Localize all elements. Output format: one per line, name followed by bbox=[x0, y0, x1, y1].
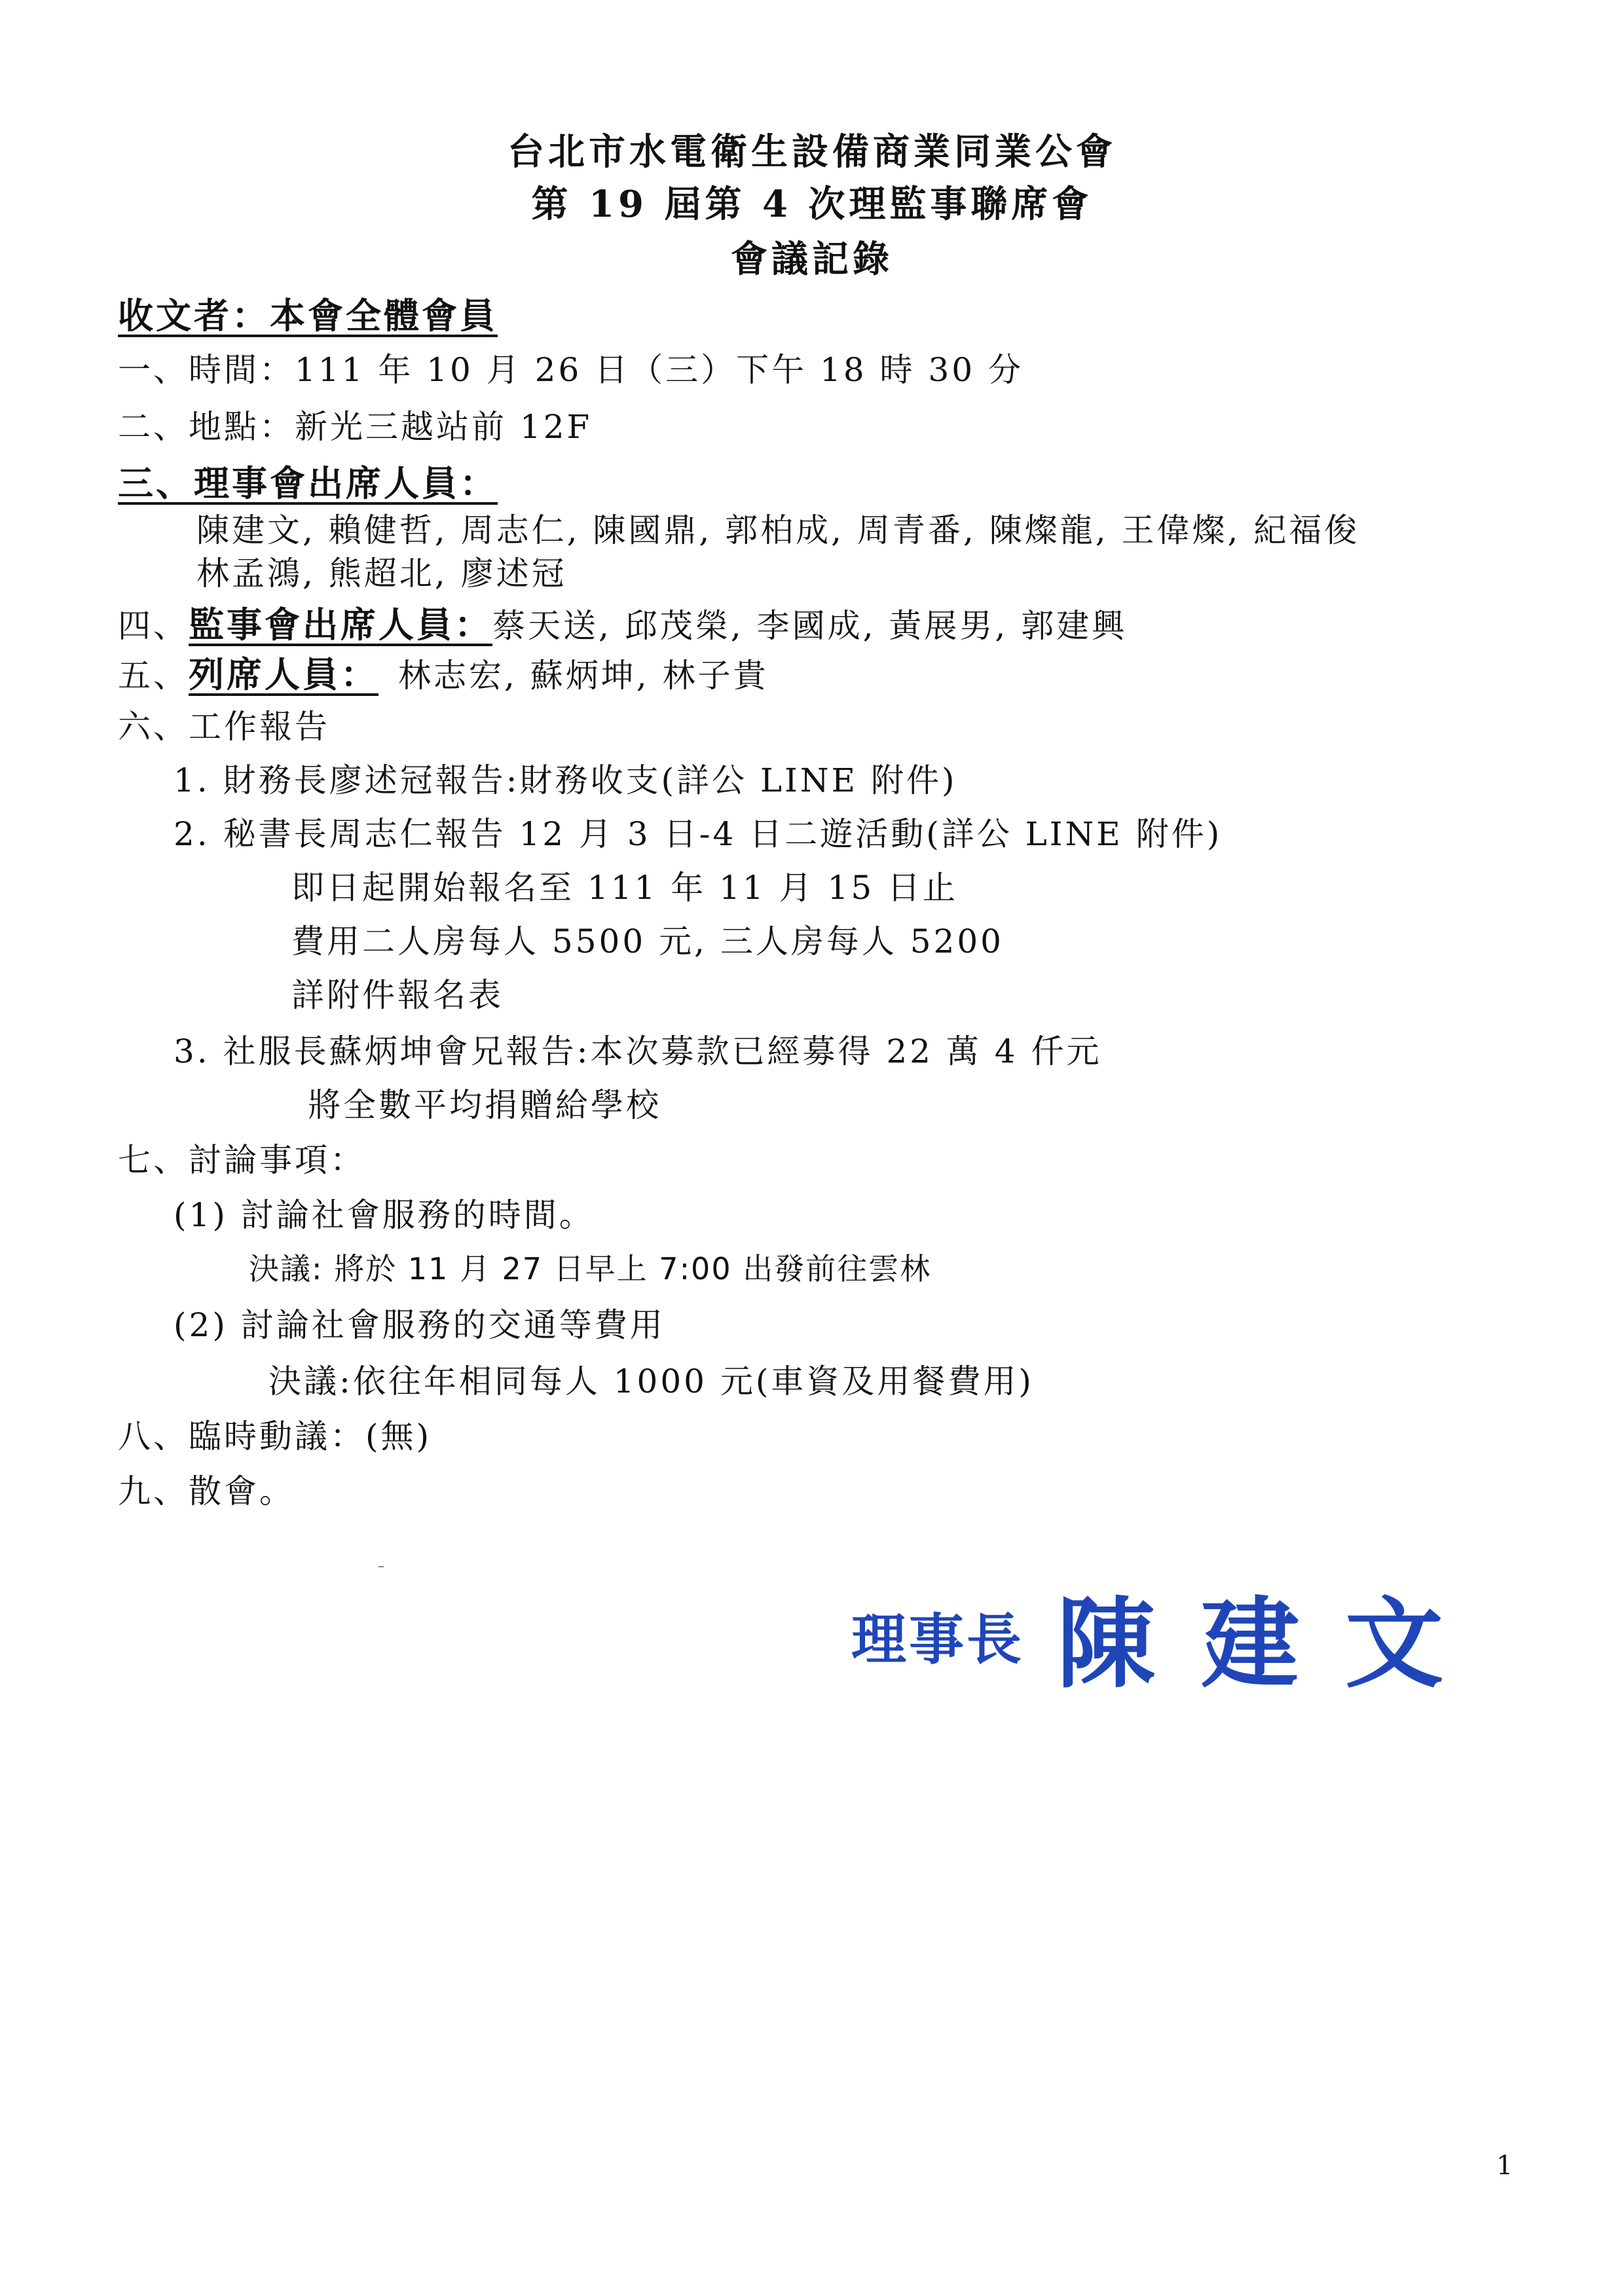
report-item-3-detail-1: 將全數平均捐贈給學校 bbox=[308, 1086, 661, 1124]
report-item-1: 1. 財務長廖述冠報告:財務收支(詳公 LINE 附件) bbox=[174, 761, 957, 799]
report-item-2: 2. 秘書長周志仁報告 12 月 3 日-4 日二遊活動(詳公 LINE 附件) bbox=[174, 815, 1223, 853]
directors-label: 三、理事會出席人員： bbox=[118, 462, 498, 504]
report-item-2-detail-2: 費用二人房每人 5500 元, 三人房每人 5200 bbox=[291, 922, 1004, 960]
meeting-time: 一、時間：111 年 10 月 26 日（三）下午 18 時 30 分 bbox=[118, 351, 1024, 389]
supervisors-label: 監事會出席人員： bbox=[189, 604, 492, 646]
page-number: 1 bbox=[1496, 2151, 1513, 2181]
extempore-motion: 八、臨時動議：(無) bbox=[118, 1417, 432, 1455]
adjournment: 九、散會。 bbox=[118, 1472, 295, 1510]
discussion-item-1: (1) 討論社會服務的時間。 bbox=[174, 1196, 595, 1234]
document-type-title: 會議記錄 bbox=[731, 238, 893, 281]
work-report-heading: 六、工作報告 bbox=[118, 708, 330, 746]
attendees-names: 林志宏, 蘇炳坤, 林子貴 bbox=[398, 657, 769, 695]
report-item-3: 3. 社服長蘇炳坤會兄報告:本次募款已經募得 22 萬 4 仟元 bbox=[174, 1032, 1102, 1070]
attendees-line bbox=[118, 647, 769, 697]
attendees-label: 列席人員： bbox=[189, 653, 378, 695]
meeting-title: 第 19 屆第 4 次理監事聯席會 bbox=[531, 183, 1093, 226]
recipient-line: 收文者：本會全體會員 bbox=[118, 295, 498, 337]
directors-names-line2: 林孟鴻, 熊超北, 廖述冠 bbox=[196, 555, 567, 592]
stray-mark bbox=[378, 1566, 384, 1567]
supervisors-names: 蔡天送, 邱茂榮, 李國成, 黃展男, 郭建興 bbox=[492, 607, 1128, 645]
attendees-prefix: 五、 bbox=[118, 657, 189, 695]
discussion-item-1-resolution: 決議: 將於 11 月 27 日早上 7:00 出發前往雲林 bbox=[249, 1251, 932, 1286]
chairman-signature bbox=[851, 1565, 1489, 1706]
supervisors-line bbox=[118, 597, 1127, 647]
signature-title: 理事長 bbox=[851, 1607, 1025, 1672]
discussion-item-2-resolution: 決議:依往年相同每人 1000 元(車資及用餐費用) bbox=[268, 1362, 1034, 1400]
discussion-heading: 七、討論事項： bbox=[118, 1141, 365, 1179]
org-title: 台北市水電衛生設備商業同業公會 bbox=[507, 130, 1116, 173]
report-item-2-detail-1: 即日起開始報名至 111 年 11 月 15 日止 bbox=[291, 869, 959, 907]
directors-names-line1: 陳建文, 賴健哲, 周志仁, 陳國鼎, 郭柏成, 周青番, 陳燦龍, 王偉燦, 紀福俊 bbox=[196, 511, 1360, 549]
meeting-place: 二、地點：新光三越站前 12F bbox=[118, 408, 593, 446]
report-item-2-detail-3: 詳附件報名表 bbox=[291, 976, 504, 1014]
supervisors-prefix: 四、 bbox=[118, 607, 189, 645]
signature-name: 陳建文 bbox=[1057, 1586, 1490, 1702]
discussion-item-2: (2) 討論社會服務的交通等費用 bbox=[174, 1306, 665, 1344]
